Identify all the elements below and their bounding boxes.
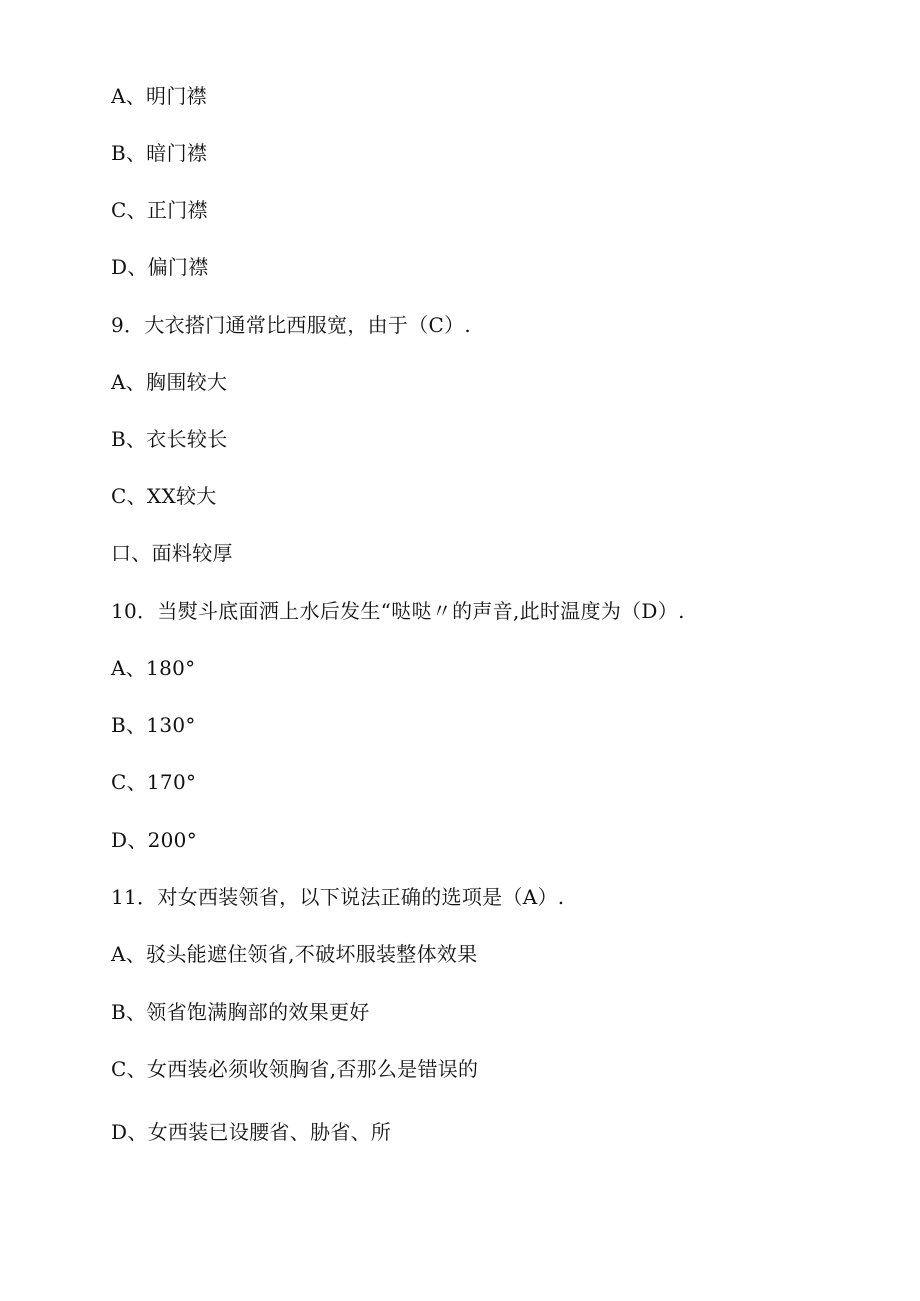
option-b-q8: B、暗门襟 (111, 141, 208, 165)
question-11: 11．对女西装领省，以下说法正确的选项是（A）. (111, 885, 565, 909)
option-c-q8: C、正门襟 (111, 198, 208, 222)
option-c-q11: C、女西装必须收领胸省,否那么是错误的 (111, 1057, 479, 1081)
option-a-q10: A、180° (111, 656, 196, 680)
option-b-q11: B、领省饱满胸部的效果更好 (111, 1000, 370, 1024)
option-d-q8: D、偏门襟 (111, 255, 209, 279)
option-a-q11: A、驳头能遮住领省,不破坏服装整体效果 (111, 942, 478, 966)
question-9: 9．大衣搭门通常比西服宽，由于（C）. (111, 313, 472, 337)
option-d-q11: D、女西装已设腰省、胁省、所 (111, 1120, 392, 1144)
option-b-q10: B、130° (111, 713, 196, 737)
option-d-q9: 口、面料较厚 (111, 541, 233, 565)
option-a-q8: A、明门襟 (111, 84, 207, 108)
option-c-q9: C、XX较大 (111, 484, 217, 508)
question-10: 10．当熨斗底面洒上水后发生“哒哒〃的声音,此时温度为（D）. (111, 599, 685, 623)
option-a-q9: A、胸围较大 (111, 370, 228, 394)
option-d-q10: D、200° (111, 828, 198, 852)
option-c-q10: C、170° (111, 770, 197, 794)
option-b-q9: B、衣长较长 (111, 427, 228, 451)
